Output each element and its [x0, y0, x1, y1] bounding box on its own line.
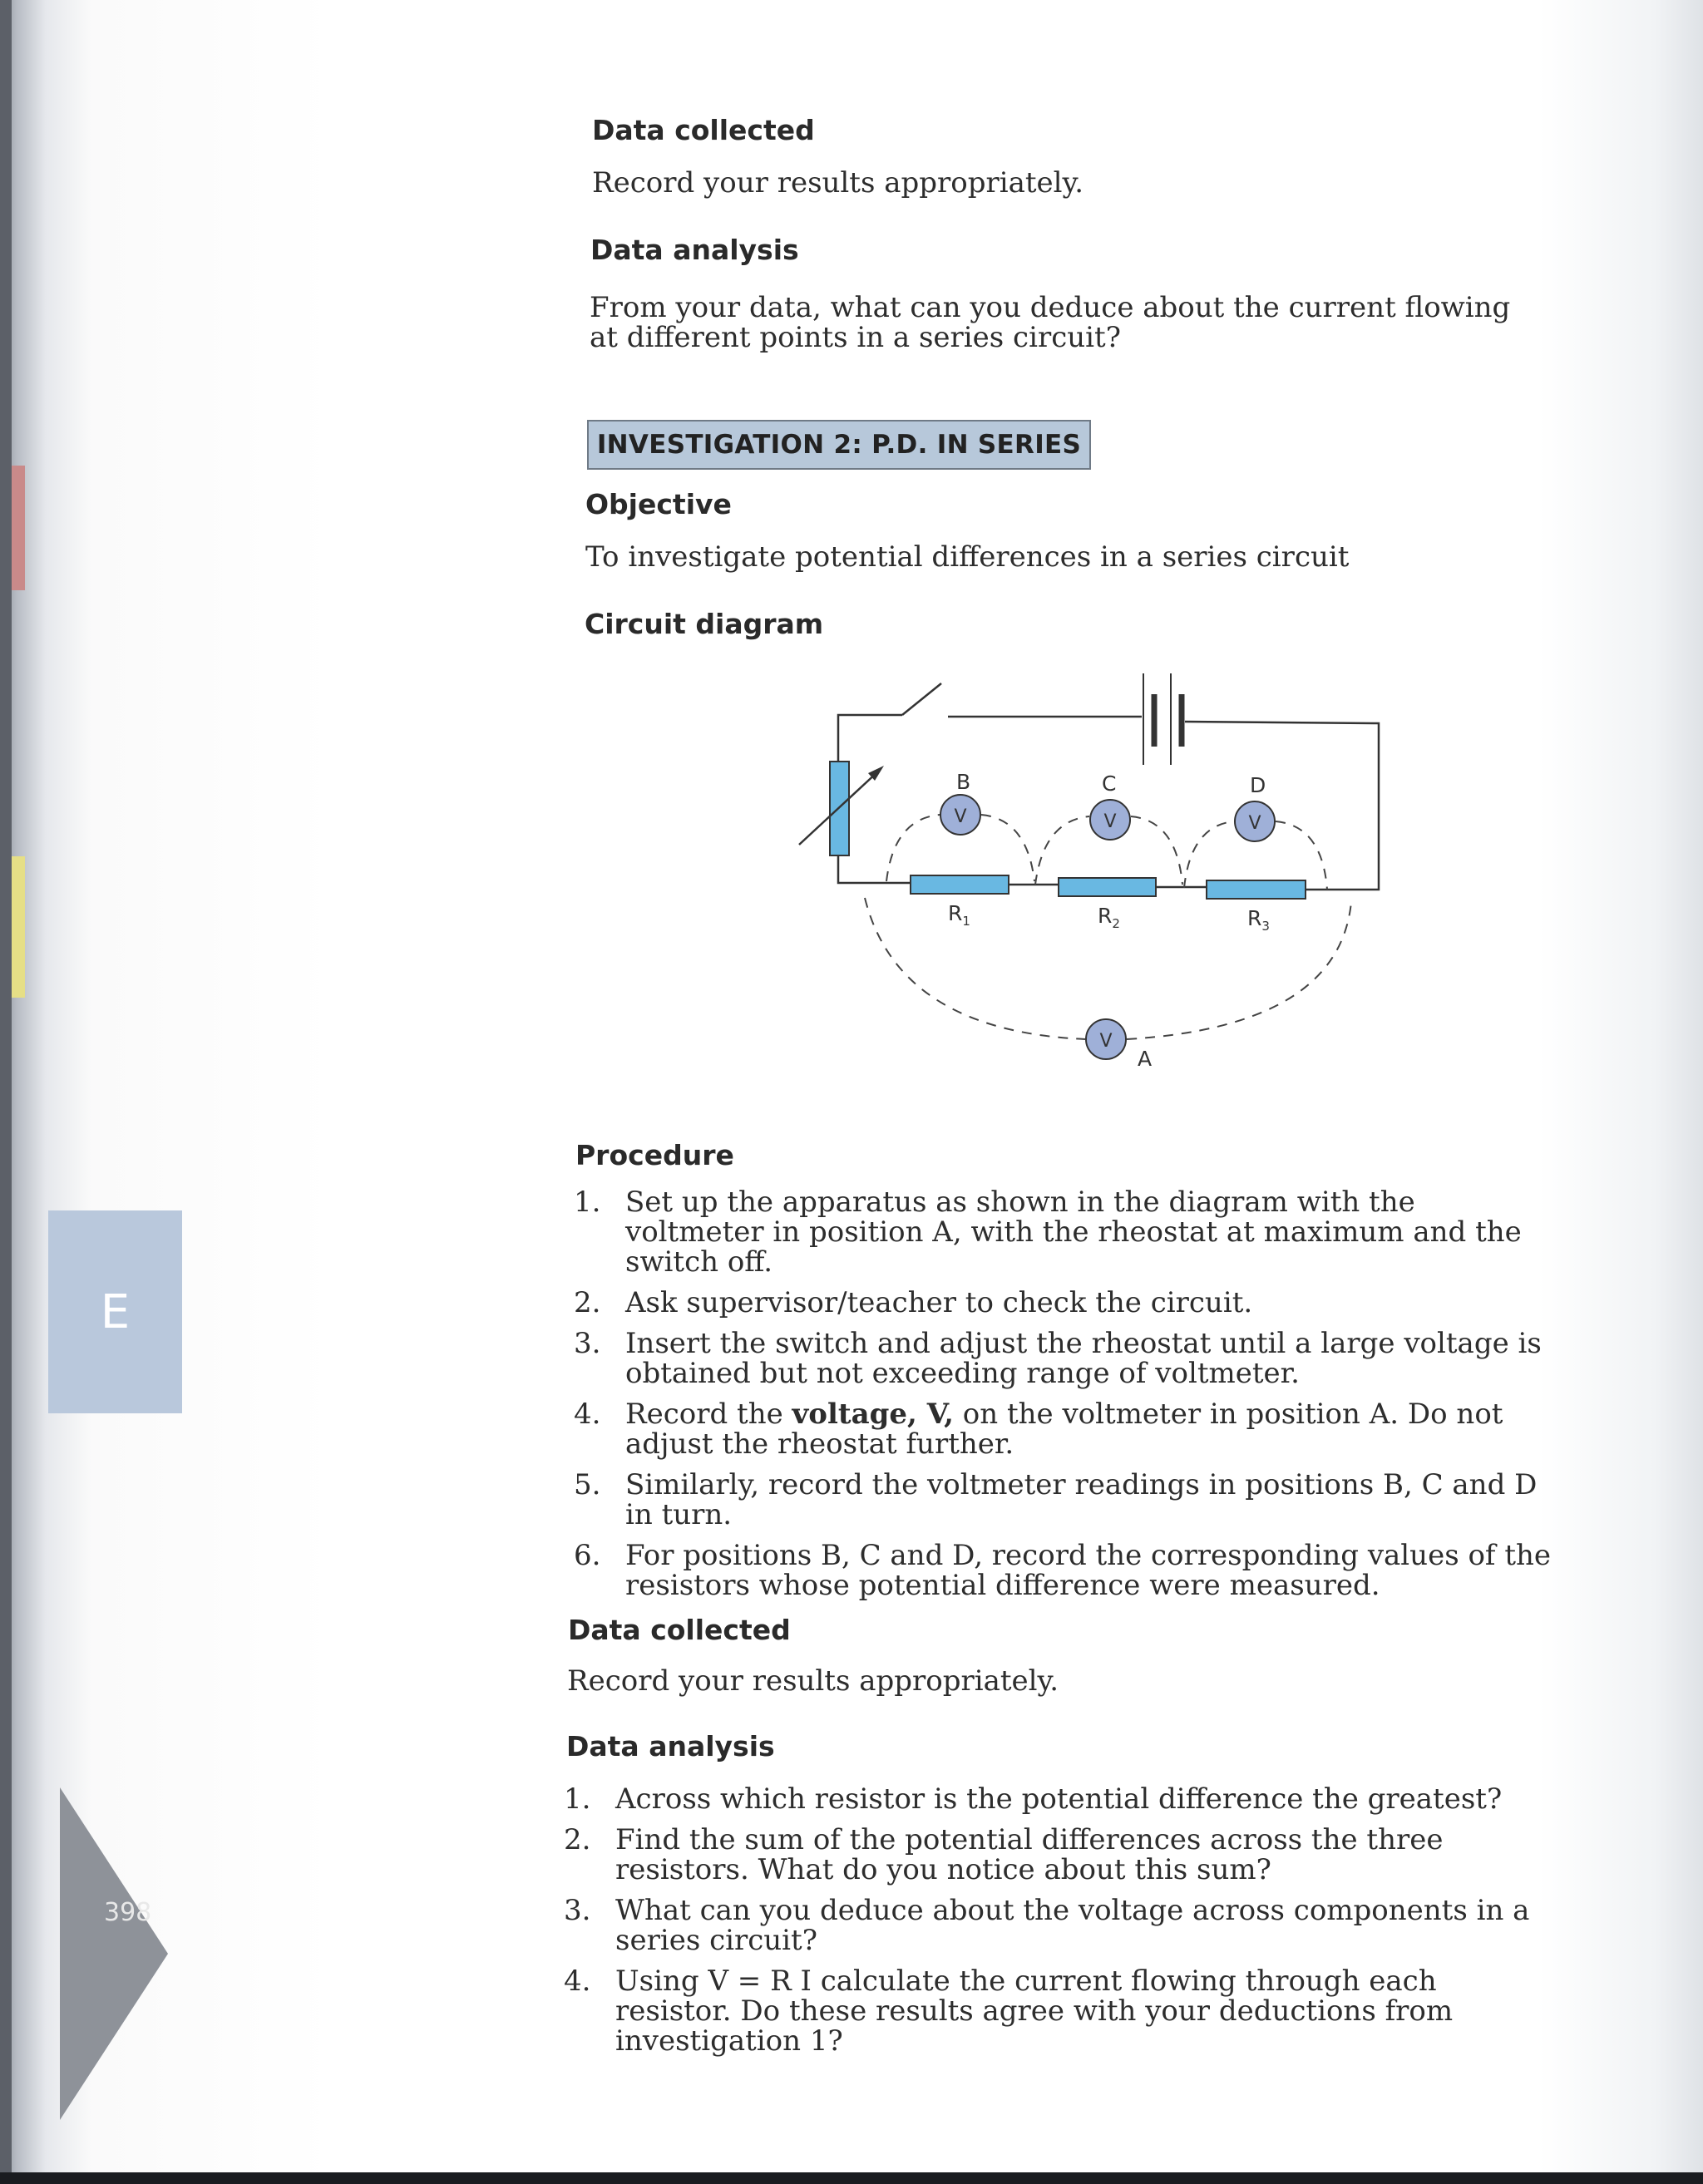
label-r1: $R_1$	[948, 901, 970, 929]
page-bottom-edge	[0, 2172, 1703, 2184]
page-number: 398	[104, 1898, 152, 1927]
switch	[902, 683, 941, 715]
label-r3: $R_3$	[1247, 906, 1270, 934]
lead-a-left	[865, 898, 1085, 1039]
procedure-step: 1. Set up the apparatus as shown in the diagram with the voltmeter in position A, with the rheostat at maximum and the switch off.	[574, 1186, 1522, 1279]
page-number-marker	[60, 1787, 168, 2120]
voltmeter-a-symbol: V	[1099, 1031, 1113, 1052]
voltmeter-c-symbol: V	[1103, 811, 1117, 832]
lead-a-right	[1127, 902, 1351, 1039]
data-collected-heading: Data collected	[592, 114, 815, 146]
analysis-question: 2. Find the sum of the potential differences across the three resistors. What do you notice about this sum?	[564, 1823, 1444, 1886]
data-analysis-text: From your data, what can you deduce about the current flowing at different points in a series circuit?	[590, 291, 1511, 354]
procedure-list	[574, 1187, 1555, 1611]
voltmeter-b	[940, 795, 980, 835]
voltmeter-b-symbol: V	[954, 806, 967, 827]
procedure-step: 5. Similarly, record the voltmeter readings in positions B, C and D in turn.	[574, 1468, 1538, 1531]
data-collected-text: Record your results appropriately.	[592, 166, 1084, 200]
analysis-question: 3. What can you deduce about the voltage across components in a series circuit?	[564, 1894, 1530, 1957]
procedure-step: 2. Ask supervisor/teacher to check the circuit.	[574, 1286, 1253, 1319]
procedure-step: 6. For positions B, C and D, record the corresponding values of the resistors whose potential difference were measured.	[574, 1539, 1552, 1602]
label-d: D	[1250, 773, 1266, 797]
label-a: A	[1138, 1047, 1153, 1071]
lead-b-right	[981, 815, 1034, 881]
objective-heading: Objective	[585, 488, 732, 520]
wire-left-bottom	[838, 855, 911, 883]
wire-right	[1185, 722, 1379, 890]
resistor-r2	[1059, 878, 1156, 896]
section-tab: E	[48, 1210, 182, 1413]
lead-b-left	[886, 815, 940, 881]
objective-text: To investigate potential differences in a series circuit	[585, 540, 1350, 574]
lead-d-right	[1276, 821, 1327, 890]
procedure-step: 3. Insert the switch and adjust the rheostat until a large voltage is obtained but not exceeding range of voltmeter.	[574, 1327, 1542, 1390]
analysis-list	[564, 1784, 1553, 2067]
resistor-r3	[1207, 880, 1306, 899]
voltmeter-d	[1235, 801, 1275, 841]
lead-c-right	[1131, 816, 1182, 885]
label-c: C	[1102, 772, 1117, 796]
data-analysis-heading-2: Data analysis	[566, 1730, 775, 1762]
voltmeter-d-symbol: V	[1248, 813, 1261, 834]
data-collected-text-2: Record your results appropriately.	[567, 1664, 1059, 1698]
label-b: B	[956, 770, 971, 794]
data-analysis-heading: Data analysis	[590, 234, 799, 266]
investigation-banner: INVESTIGATION 2: P.D. IN SERIES	[587, 420, 1091, 470]
analysis-question: 1. Across which resistor is the potential difference the greatest?	[564, 1782, 1503, 1816]
voltmeter-a	[1086, 1019, 1126, 1059]
voltmeter-c	[1090, 800, 1130, 840]
procedure-heading: Procedure	[575, 1139, 734, 1171]
procedure-step: 4. Record the voltage, V, on the voltmeter in position A. Do not adjust the rheostat further.	[574, 1398, 1503, 1461]
analysis-question: 4. Using V = R I calculate the current flowing through each resistor. Do these results agree with your deductions from investigation 1?	[564, 1965, 1454, 2058]
resistor-r1	[911, 875, 1009, 894]
circuit-diagram-heading: Circuit diagram	[585, 608, 824, 640]
data-collected-heading-2: Data collected	[568, 1614, 791, 1646]
lead-d-left	[1184, 821, 1234, 888]
lead-c-left	[1035, 816, 1089, 885]
battery-icon	[1143, 673, 1182, 765]
label-r2: $R_2$	[1098, 904, 1120, 931]
